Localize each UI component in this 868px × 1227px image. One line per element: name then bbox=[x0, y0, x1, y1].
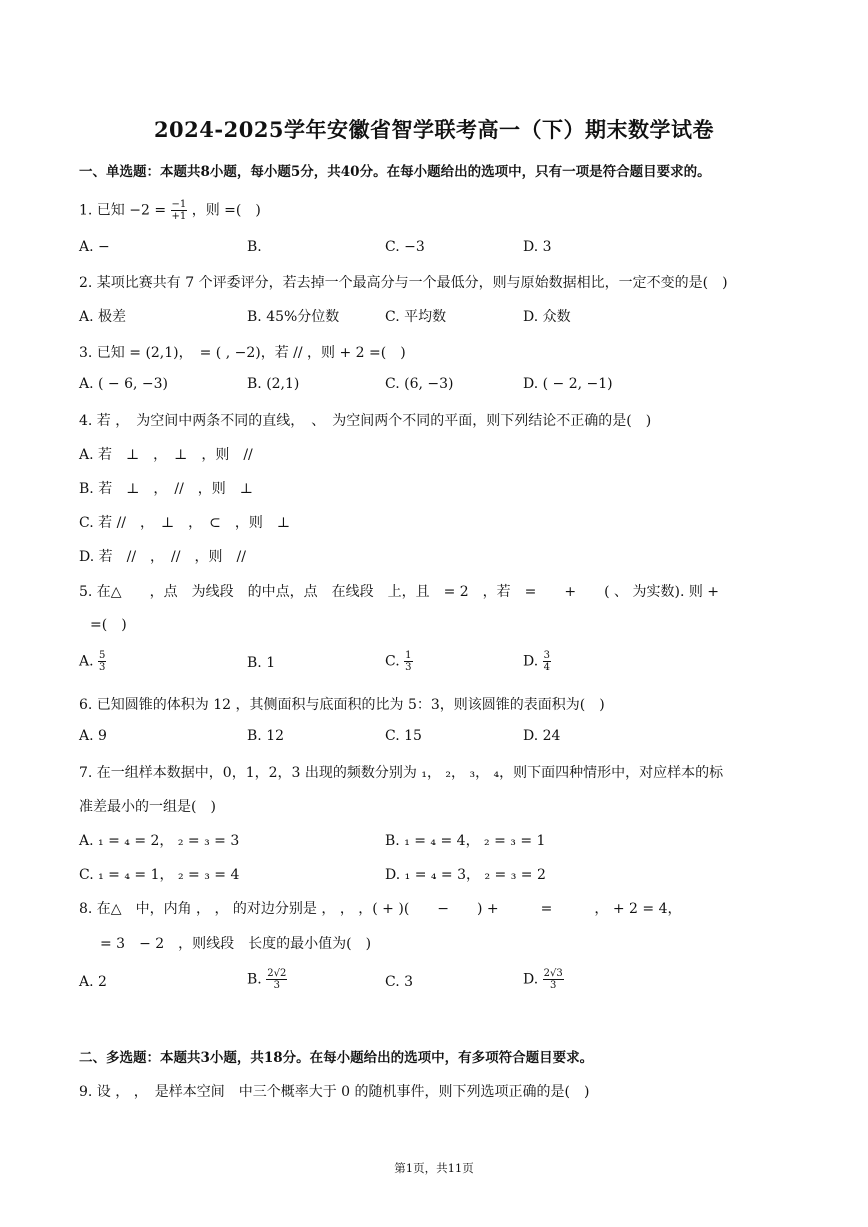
question-5-stem-line-2: =( ) bbox=[90, 617, 127, 633]
question-6-option-c: C. 15 bbox=[385, 728, 422, 744]
option-label: D. bbox=[523, 653, 539, 670]
question-4-option-b: B. 若 ⊥ ， // ，则 ⊥ bbox=[79, 481, 253, 497]
question-3-option-c: C. (6, −3) bbox=[385, 376, 454, 392]
fraction-numerator: 1 bbox=[405, 650, 412, 661]
question-1-option-d: D. 3 bbox=[523, 239, 552, 255]
question-4-stem: 4. 若 ， 为空间中两条不同的直线， 、 为空间两个不同的平面，则下列结论不正确的是( ) bbox=[79, 413, 652, 429]
fraction-numerator: 5 bbox=[99, 650, 106, 661]
question-5-option-a bbox=[79, 650, 106, 673]
question-5-option-d bbox=[523, 650, 551, 673]
question-2-stem: 2. 某项比赛共有 7 个评委评分，若去掉一个最高分与一个最低分，则与原始数据相比，一定不变的是( ) bbox=[79, 275, 728, 291]
option-fraction bbox=[543, 650, 551, 673]
question-5-option-b: B. 1 bbox=[247, 655, 276, 671]
question-9-stem: 9. 设 ， ， 是样本空间 中三个概率大于 0 的随机事件，则下列选项正确的是( ) bbox=[79, 1084, 590, 1100]
question-1-fraction bbox=[171, 199, 188, 222]
page-title: 2024-2025学年安徽省智学联考高一（下）期末数学试卷 bbox=[153, 117, 715, 142]
question-6-option-a: A. 9 bbox=[79, 728, 107, 744]
question-8-option-d bbox=[523, 968, 564, 991]
question-1-stem-post: ，则 =( ) bbox=[191, 202, 261, 219]
question-8-option-a: A. 2 bbox=[79, 974, 107, 990]
question-1-stem-pre: 1. 已知 −2 = bbox=[79, 202, 167, 219]
question-7-stem-line-1: 7. 在一组样本数据中，0，1，2，3 出现的频数分别为 ₁， ₂， ₃， ₄，则下面四种情形中，对应样本的标 bbox=[79, 765, 724, 781]
section-multiple-choice-heading: 二、多选题：本题共3小题，共18分。在每小题给出的选项中，有多项符合题目要求。 bbox=[79, 1050, 594, 1066]
question-1-option-c: C. −3 bbox=[385, 239, 425, 255]
question-8-option-b bbox=[247, 968, 287, 991]
question-6-option-b: B. 12 bbox=[247, 728, 285, 744]
question-1-option-b: B. bbox=[247, 239, 262, 255]
question-7-stem-line-2: 准差最小的一组是( ) bbox=[79, 799, 216, 815]
question-3-option-a: A. ( − 6, −3) bbox=[79, 376, 169, 392]
question-4-option-c: C. 若 // ， ⊥ ， ⊂ ，则 ⊥ bbox=[79, 515, 291, 531]
question-4-option-d: D. 若 // ， // ，则 // bbox=[79, 549, 246, 565]
fraction-denominator: 3 bbox=[99, 662, 106, 673]
fraction-numerator: 2√3 bbox=[543, 968, 563, 979]
option-label: C. bbox=[385, 653, 400, 670]
fraction-denominator: 3 bbox=[405, 662, 412, 673]
question-6-stem: 6. 已知圆锥的体积为 12 ，其侧面积与底面积的比为 5：3，则该圆锥的表面积为( ) bbox=[79, 697, 605, 713]
fraction-numerator: −1 bbox=[171, 199, 187, 210]
option-fraction bbox=[98, 650, 106, 673]
option-fraction bbox=[404, 650, 412, 673]
question-5-stem-line-1: 5. 在△ ，点 为线段 的中点，点 在线段 上，且 = 2 ，若 = + ( 、 为实数). 则 + bbox=[79, 584, 720, 600]
question-8-stem-line-1: 8. 在△ 中，内角 ， ， 的对边分别是 ， ， ，( + )( − ) + = ， + 2 = 4， bbox=[79, 901, 682, 917]
option-fraction bbox=[266, 968, 287, 991]
question-6-option-d: D. 24 bbox=[523, 728, 561, 744]
fraction-denominator: +1 bbox=[171, 211, 187, 222]
option-label: B. bbox=[247, 971, 262, 988]
question-3-option-b: B. (2,1) bbox=[247, 376, 300, 392]
fraction-denominator: 4 bbox=[543, 662, 551, 673]
question-7-option-b: B. ₁ = ₄ = 4， ₂ = ₃ = 1 bbox=[385, 833, 546, 849]
question-1-option-a: A. − bbox=[79, 239, 110, 255]
question-7-option-d: D. ₁ = ₄ = 3， ₂ = ₃ = 2 bbox=[385, 867, 546, 883]
option-fraction bbox=[543, 968, 564, 991]
question-1-stem bbox=[79, 199, 794, 222]
question-2-option-c: C. 平均数 bbox=[385, 309, 447, 325]
question-3-stem: 3. 已知 = (2,1)， = ( , −2)，若 // ，则 + 2 =( ) bbox=[79, 345, 406, 361]
page-footer: 第1页，共11页 bbox=[394, 1161, 474, 1175]
option-label: A. bbox=[79, 653, 94, 670]
fraction-denominator: 3 bbox=[273, 980, 280, 991]
question-3-option-d: D. ( − 2, −1) bbox=[523, 376, 613, 392]
section-single-choice-heading: 一、单选题：本题共8小题，每小题5分，共40分。在每小题给出的选项中，只有一项是符合题目要求的。 bbox=[79, 164, 711, 180]
option-label: D. bbox=[523, 971, 539, 988]
fraction-numerator: 2√2 bbox=[267, 968, 287, 979]
question-2-option-b: B. 45%分位数 bbox=[247, 309, 340, 325]
question-5-option-c bbox=[385, 650, 413, 673]
question-7-option-a: A. ₁ = ₄ = 2， ₂ = ₃ = 3 bbox=[79, 833, 240, 849]
question-4-option-a: A. 若 ⊥ ， ⊥ ，则 // bbox=[79, 447, 253, 463]
question-8-stem-line-2: = 3 − 2 ，则线段 长度的最小值为( ) bbox=[100, 936, 372, 952]
fraction-numerator: 3 bbox=[543, 650, 551, 661]
fraction-denominator: 3 bbox=[550, 980, 557, 991]
question-7-option-c: C. ₁ = ₄ = 1， ₂ = ₃ = 4 bbox=[79, 867, 240, 883]
question-2-option-a: A. 极差 bbox=[79, 309, 127, 325]
question-8-option-c: C. 3 bbox=[385, 974, 414, 990]
question-2-option-d: D. 众数 bbox=[523, 309, 571, 325]
